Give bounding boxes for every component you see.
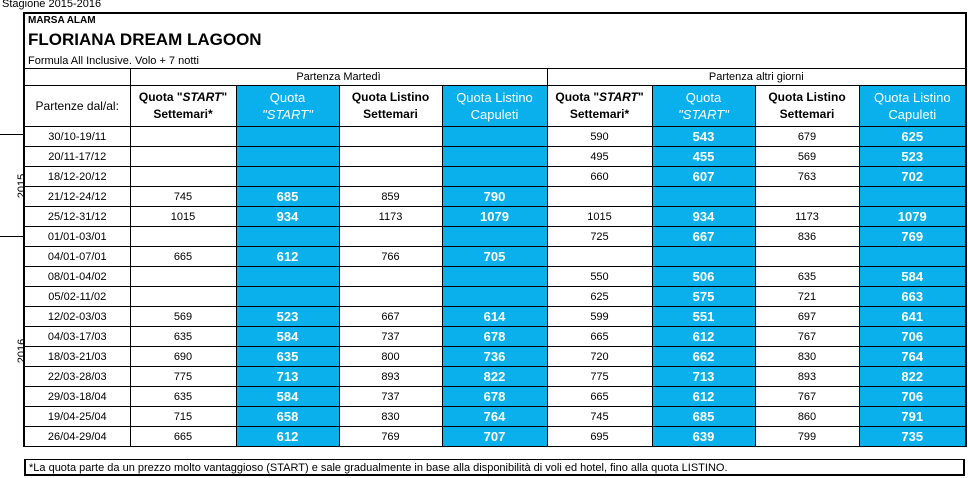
cell-listino-settemari-tuesday: 859 xyxy=(339,187,442,207)
year-label-2016: 2016 xyxy=(16,338,28,364)
row-dates: 29/03-18/04 xyxy=(24,387,130,407)
cell-start-tuesday: 635 xyxy=(236,347,339,367)
table-row xyxy=(0,227,966,247)
cell-listino-settemari-tuesday: 1173 xyxy=(339,207,442,227)
cell-start-settemari-other: 495 xyxy=(547,147,652,167)
cell-start-settemari-other: 599 xyxy=(547,307,652,327)
cell-start-settemari-other xyxy=(547,247,652,267)
cell-listino-capuleti-tuesday: 678 xyxy=(442,387,547,407)
col-listino-settemari-tuesday: Quota Listino Settemari xyxy=(339,86,442,127)
row-dates: 26/04-29/04 xyxy=(24,427,130,447)
price-table xyxy=(0,12,967,447)
cell-listino-settemari-tuesday: 830 xyxy=(339,407,442,427)
cell-listino-settemari-other xyxy=(755,187,859,207)
col-listino-capuleti-tuesday: Quota Listino Capuleti xyxy=(442,86,547,127)
cell-listino-capuleti-other: 641 xyxy=(859,307,966,327)
cell-listino-settemari-other: 1173 xyxy=(755,207,859,227)
cell-start-other: 667 xyxy=(652,227,755,247)
cell-listino-capuleti-other: 584 xyxy=(859,267,966,287)
cell-start-other xyxy=(652,247,755,267)
row-dates: 05/02-11/02 xyxy=(24,287,130,307)
cell-start-settemari-tuesday xyxy=(130,127,236,147)
row-dates: 19/04-25/04 xyxy=(24,407,130,427)
cell-start-tuesday: 612 xyxy=(236,427,339,447)
col-start-settemari-other: Quota "START" Settemari* xyxy=(547,86,652,127)
table-row xyxy=(0,127,966,147)
cell-start-settemari-tuesday: 745 xyxy=(130,187,236,207)
cell-listino-settemari-tuesday: 769 xyxy=(339,427,442,447)
cell-start-other: 575 xyxy=(652,287,755,307)
cell-start-tuesday: 934 xyxy=(236,207,339,227)
cell-start-settemari-tuesday xyxy=(130,167,236,187)
cell-listino-capuleti-tuesday: 1079 xyxy=(442,207,547,227)
cell-listino-capuleti-other: 706 xyxy=(859,387,966,407)
cell-start-settemari-tuesday: 635 xyxy=(130,327,236,347)
table-row xyxy=(0,307,966,327)
cell-start-other: 639 xyxy=(652,427,755,447)
table-row xyxy=(0,207,966,227)
row-dates: 04/01-07/01 xyxy=(24,247,130,267)
cell-listino-capuleti-other xyxy=(859,187,966,207)
table-row xyxy=(0,167,966,187)
row-dates: 08/01-04/02 xyxy=(24,267,130,287)
cell-listino-settemari-other: 721 xyxy=(755,287,859,307)
cell-listino-capuleti-other: 1079 xyxy=(859,207,966,227)
cell-listino-capuleti-tuesday xyxy=(442,167,547,187)
cell-start-tuesday xyxy=(236,147,339,167)
cell-start-settemari-tuesday: 569 xyxy=(130,307,236,327)
cell-start-settemari-tuesday: 715 xyxy=(130,407,236,427)
year-divider xyxy=(0,134,24,135)
cell-start-settemari-other: 665 xyxy=(547,387,652,407)
cell-start-tuesday: 713 xyxy=(236,367,339,387)
cell-listino-capuleti-other: 663 xyxy=(859,287,966,307)
cell-listino-capuleti-other: 822 xyxy=(859,367,966,387)
cell-start-settemari-tuesday: 775 xyxy=(130,367,236,387)
cell-start-settemari-other: 590 xyxy=(547,127,652,147)
cell-start-other: 607 xyxy=(652,167,755,187)
row-dates: 30/10-19/11 xyxy=(24,127,130,147)
cell-start-settemari-other: 745 xyxy=(547,407,652,427)
cell-listino-capuleti-tuesday xyxy=(442,227,547,247)
year-divider xyxy=(0,236,24,237)
cell-listino-settemari-tuesday xyxy=(339,147,442,167)
cell-listino-capuleti-other: 764 xyxy=(859,347,966,367)
cell-start-settemari-tuesday: 665 xyxy=(130,247,236,267)
hotel-title: FLORIANA DREAM LAGOON xyxy=(24,27,966,53)
cell-listino-capuleti-other: 523 xyxy=(859,147,966,167)
cell-listino-settemari-tuesday: 737 xyxy=(339,387,442,407)
cell-listino-capuleti-tuesday xyxy=(442,287,547,307)
cell-start-other: 713 xyxy=(652,367,755,387)
cell-start-other: 934 xyxy=(652,207,755,227)
cell-listino-settemari-tuesday xyxy=(339,167,442,187)
table-row xyxy=(0,427,966,447)
cell-start-settemari-other: 665 xyxy=(547,327,652,347)
row-dates: 21/12-24/12 xyxy=(24,187,130,207)
cell-listino-capuleti-other xyxy=(859,247,966,267)
cell-start-tuesday xyxy=(236,267,339,287)
group-header-tuesday: Partenza Martedì xyxy=(130,69,547,86)
formula-label: Formula All Inclusive. Volo + 7 notti xyxy=(24,53,966,69)
cell-start-other: 543 xyxy=(652,127,755,147)
cell-listino-settemari-other: 860 xyxy=(755,407,859,427)
row-dates: 18/03-21/03 xyxy=(24,347,130,367)
cell-start-settemari-tuesday xyxy=(130,267,236,287)
cell-listino-settemari-tuesday: 800 xyxy=(339,347,442,367)
cell-start-settemari-other: 720 xyxy=(547,347,652,367)
cell-start-settemari-tuesday: 635 xyxy=(130,387,236,407)
cell-listino-settemari-other: 697 xyxy=(755,307,859,327)
cell-start-other: 662 xyxy=(652,347,755,367)
cell-listino-settemari-tuesday xyxy=(339,267,442,287)
cell-start-tuesday: 685 xyxy=(236,187,339,207)
cell-start-other: 506 xyxy=(652,267,755,287)
cell-listino-settemari-tuesday: 893 xyxy=(339,367,442,387)
cell-start-settemari-tuesday xyxy=(130,287,236,307)
cell-listino-settemari-tuesday: 766 xyxy=(339,247,442,267)
cell-start-other: 455 xyxy=(652,147,755,167)
cell-listino-settemari-tuesday xyxy=(339,287,442,307)
cell-listino-capuleti-tuesday xyxy=(442,127,547,147)
table-row xyxy=(0,347,966,367)
table-row xyxy=(0,387,966,407)
table-row xyxy=(0,147,966,167)
cell-listino-settemari-other: 799 xyxy=(755,427,859,447)
destination-label: MARSA ALAM xyxy=(24,13,966,27)
cell-start-settemari-other: 775 xyxy=(547,367,652,387)
row-dates: 25/12-31/12 xyxy=(24,207,130,227)
cell-listino-settemari-tuesday xyxy=(339,127,442,147)
cell-start-other: 685 xyxy=(652,407,755,427)
cell-listino-settemari-tuesday xyxy=(339,227,442,247)
col-start-settemari-tuesday: Quota "START" Settemari* xyxy=(130,86,236,127)
cell-listino-capuleti-other: 706 xyxy=(859,327,966,347)
cell-listino-settemari-other: 830 xyxy=(755,347,859,367)
cell-start-tuesday xyxy=(236,227,339,247)
col-listino-capuleti-other: Quota Listino Capuleti xyxy=(859,86,966,127)
cell-listino-settemari-other: 836 xyxy=(755,227,859,247)
price-sheet xyxy=(0,12,966,447)
cell-start-tuesday: 612 xyxy=(236,247,339,267)
table-row xyxy=(0,247,966,267)
cell-start-settemari-other: 625 xyxy=(547,287,652,307)
cell-listino-capuleti-tuesday xyxy=(442,267,547,287)
cell-listino-settemari-other xyxy=(755,247,859,267)
cell-listino-settemari-other: 635 xyxy=(755,267,859,287)
cell-start-settemari-other: 1015 xyxy=(547,207,652,227)
footnote: *La quota parte da un prezzo molto vantaggioso (START) e sale gradualmente in base alla disponibilità di voli ed hotel, fino alla quota LISTINO. xyxy=(24,459,965,476)
cell-start-tuesday: 523 xyxy=(236,307,339,327)
cell-start-settemari-other: 725 xyxy=(547,227,652,247)
cell-start-settemari-tuesday: 690 xyxy=(130,347,236,367)
cell-listino-capuleti-tuesday: 790 xyxy=(442,187,547,207)
cell-listino-settemari-other: 569 xyxy=(755,147,859,167)
col-listino-settemari-other: Quota Listino Settemari xyxy=(755,86,859,127)
cell-listino-settemari-tuesday: 737 xyxy=(339,327,442,347)
cell-start-settemari-tuesday: 1015 xyxy=(130,207,236,227)
cell-listino-settemari-other: 763 xyxy=(755,167,859,187)
cell-listino-settemari-other: 767 xyxy=(755,327,859,347)
cell-start-settemari-other xyxy=(547,187,652,207)
cell-listino-capuleti-tuesday: 707 xyxy=(442,427,547,447)
table-row xyxy=(0,367,966,387)
row-dates: 18/12-20/12 xyxy=(24,167,130,187)
col-start-other: Quota "START" xyxy=(652,86,755,127)
cell-start-tuesday: 584 xyxy=(236,327,339,347)
cell-listino-capuleti-tuesday: 764 xyxy=(442,407,547,427)
year-label-2015: 2015 xyxy=(16,173,28,199)
row-dates: 04/03-17/03 xyxy=(24,327,130,347)
cell-start-other: 612 xyxy=(652,387,755,407)
cell-listino-capuleti-other: 702 xyxy=(859,167,966,187)
row-dates: 01/01-03/01 xyxy=(24,227,130,247)
cell-listino-capuleti-tuesday: 736 xyxy=(442,347,547,367)
cell-start-tuesday: 584 xyxy=(236,387,339,407)
cell-listino-capuleti-tuesday: 678 xyxy=(442,327,547,347)
col-start-tuesday: Quota "START" xyxy=(236,86,339,127)
cell-listino-capuleti-other: 735 xyxy=(859,427,966,447)
cell-start-other: 551 xyxy=(652,307,755,327)
cell-start-tuesday xyxy=(236,287,339,307)
cell-listino-capuleti-tuesday xyxy=(442,147,547,167)
cell-start-other: 612 xyxy=(652,327,755,347)
table-row xyxy=(0,187,966,207)
cell-start-settemari-tuesday xyxy=(130,147,236,167)
cell-start-tuesday: 658 xyxy=(236,407,339,427)
cell-listino-capuleti-tuesday: 822 xyxy=(442,367,547,387)
table-row xyxy=(0,407,966,427)
cell-listino-capuleti-other: 625 xyxy=(859,127,966,147)
cell-start-settemari-other: 550 xyxy=(547,267,652,287)
cell-listino-settemari-tuesday: 667 xyxy=(339,307,442,327)
row-dates: 12/02-03/03 xyxy=(24,307,130,327)
cell-listino-capuleti-other: 769 xyxy=(859,227,966,247)
cell-start-settemari-tuesday: 665 xyxy=(130,427,236,447)
group-header-other-days: Partenza altri giorni xyxy=(547,69,966,86)
cell-listino-settemari-other: 893 xyxy=(755,367,859,387)
cell-listino-capuleti-other: 791 xyxy=(859,407,966,427)
season-label: Stagione 2015-2016 xyxy=(2,0,102,10)
cell-start-settemari-other: 660 xyxy=(547,167,652,187)
cell-start-tuesday xyxy=(236,127,339,147)
cell-listino-settemari-other: 767 xyxy=(755,387,859,407)
table-row xyxy=(0,287,966,307)
cell-start-tuesday xyxy=(236,167,339,187)
table-row xyxy=(0,267,966,287)
cell-listino-capuleti-tuesday: 614 xyxy=(442,307,547,327)
cell-start-settemari-tuesday xyxy=(130,227,236,247)
table-row xyxy=(0,327,966,347)
cell-listino-capuleti-tuesday: 705 xyxy=(442,247,547,267)
row-dates: 20/11-17/12 xyxy=(24,147,130,167)
cell-start-other xyxy=(652,187,755,207)
cell-listino-settemari-other: 679 xyxy=(755,127,859,147)
cell-start-settemari-other: 695 xyxy=(547,427,652,447)
row-dates: 22/03-28/03 xyxy=(24,367,130,387)
dates-column-header: Partenze dal/al: xyxy=(24,86,130,127)
price-rows xyxy=(0,127,966,447)
